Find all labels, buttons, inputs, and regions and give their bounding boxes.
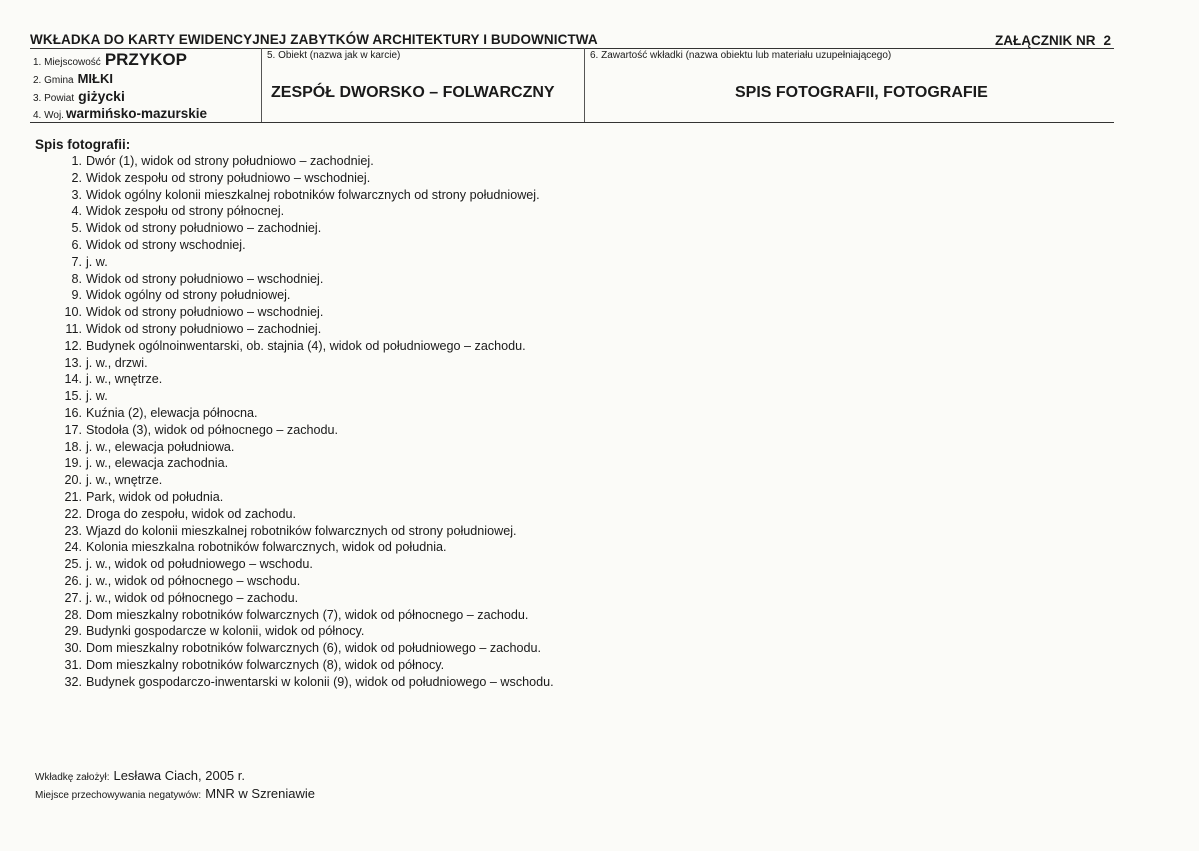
list-item (55, 287, 554, 304)
wojewodztwo-label: 4. Woj. (33, 110, 64, 121)
list-item-number: 28. (64, 607, 82, 622)
document-title: WKŁADKA DO KARTY EWIDENCYJNEJ ZABYTKÓW ARCHITEKTURY I BUDOWNICTWA (30, 32, 598, 47)
contents-label: 6. Zawartość wkładki (nazwa obiektu lub materiału uzupełniającego) (590, 50, 892, 61)
list-item (55, 523, 554, 540)
list-item-number: 32. (64, 674, 82, 689)
storage-value: MNR w Szreniawie (205, 786, 315, 801)
list-item-number: 14. (64, 372, 82, 387)
list-item-number: 23. (64, 523, 82, 538)
list-item-text: j. w., drzwi. (86, 355, 148, 370)
list-item-text: j. w., widok od południowego – wschodu. (86, 557, 313, 572)
list-item (55, 472, 554, 489)
list-item (55, 304, 554, 321)
list-item (55, 573, 554, 590)
storage-label: Miejsce przechowywania negatywów: (35, 790, 202, 801)
list-item (55, 170, 554, 187)
list-item-number: 11. (65, 321, 82, 336)
author-value: Lesława Ciach, 2005 r. (113, 768, 245, 783)
list-item-number: 18. (64, 439, 82, 454)
gmina-value: MIŁKI (77, 71, 113, 86)
list-item (55, 640, 554, 657)
list-item-number: 1. (71, 154, 82, 168)
list-item (55, 321, 554, 338)
list-item (55, 405, 554, 422)
list-item (55, 271, 554, 288)
list-item-text: j. w. (86, 389, 108, 404)
list-item (55, 153, 554, 170)
list-item-number: 22. (64, 506, 82, 521)
list-item (55, 371, 554, 388)
object-label: 5. Obiekt (nazwa jak w karcie) (267, 50, 401, 61)
powiat-label: 3. Powiat (33, 93, 75, 104)
list-item-text: Stodoła (3), widok od północnego – zachodu. (86, 422, 339, 437)
list-item-number: 31. (64, 657, 82, 672)
list-item-number: 16. (64, 405, 82, 420)
list-item (55, 220, 554, 237)
list-item (55, 355, 554, 372)
powiat-field (33, 88, 125, 106)
list-item-number: 10. (64, 305, 82, 320)
author-line (35, 768, 245, 783)
list-item (55, 338, 554, 355)
list-item-text: Widok od strony południowo – wschodniej. (86, 271, 324, 286)
column-divider (584, 48, 585, 122)
storage-line (35, 786, 315, 801)
list-item (55, 203, 554, 220)
photo-list-title: Spis fotografii: (35, 137, 131, 152)
list-item-text: Kolonia mieszkalna robotników folwarcznych, widok od południa. (86, 540, 447, 555)
list-item-text: Dom mieszkalny robotników folwarcznych (8), widok od północy. (86, 657, 445, 672)
list-item (55, 237, 554, 254)
list-item-number: 13. (64, 355, 82, 370)
list-item-text: Wjazd do kolonii mieszkalnej robotników folwarcznych od strony południowej. (86, 523, 517, 538)
list-item-number: 24. (64, 540, 82, 555)
list-item-text: Dom mieszkalny robotników folwarcznych (7), widok od północnego – zachodu. (86, 607, 529, 622)
list-item-text: j. w., wnętrze. (86, 372, 163, 387)
annex-label (995, 33, 1111, 48)
list-item (55, 623, 554, 640)
list-item (55, 489, 554, 506)
list-item-text: Widok od strony południowo – wschodniej. (86, 305, 324, 320)
list-item-text: j. w. (86, 254, 108, 269)
list-item-text: j. w., wnętrze. (86, 473, 163, 488)
list-item-text: Budynki gospodarcze w kolonii, widok od północy. (86, 624, 365, 639)
list-item-number: 26. (64, 573, 82, 588)
list-item (55, 388, 554, 405)
list-item-text: Widok zespołu od strony południowo – wschodniej. (86, 170, 371, 185)
list-item (55, 607, 554, 624)
list-item-number: 15. (64, 389, 82, 404)
list-item-text: j. w., widok od północnego – wschodu. (86, 573, 301, 588)
header-top-border (30, 48, 1114, 49)
list-item (55, 187, 554, 204)
list-item-number: 5. (71, 221, 82, 236)
list-item-number: 25. (64, 557, 82, 572)
photo-list (55, 153, 554, 691)
wojewodztwo-value: warmińsko-mazurskie (65, 106, 207, 121)
list-item-number: 6. (71, 237, 82, 252)
list-item-text: Kuźnia (2), elewacja północna. (86, 405, 258, 420)
header-table (30, 48, 1114, 123)
contents-value: SPIS FOTOGRAFII, FOTOGRAFIE (735, 84, 988, 101)
gmina-field (33, 70, 113, 88)
list-item-number: 3. (71, 187, 82, 202)
list-item-text: j. w., elewacja zachodnia. (86, 456, 229, 471)
list-item-text: Widok ogólny kolonii mieszkalnej robotników folwarcznych od strony południowej. (86, 187, 540, 202)
list-item-text: Dwór (1), widok od strony południowo – zachodniej. (86, 154, 374, 168)
list-item-text: Widok od strony wschodniej. (86, 237, 246, 252)
list-item-text: Dom mieszkalny robotników folwarcznych (6), widok od południowego – zachodu. (86, 641, 541, 656)
list-item-number: 12. (64, 338, 82, 353)
gmina-label: 2. Gmina (33, 75, 74, 86)
list-item (55, 657, 554, 674)
list-item (55, 439, 554, 456)
annex-label-text: ZAŁĄCZNIK NR (994, 33, 1096, 48)
list-item-number: 9. (71, 288, 82, 303)
list-item-number: 19. (64, 456, 82, 471)
list-item-number: 21. (64, 489, 82, 504)
list-item-text: Budynek ogólnoinwentarski, ob. stajnia (4), widok od południowego – zachodu. (86, 338, 526, 353)
list-item-number: 20. (64, 473, 82, 488)
list-item (55, 539, 554, 556)
list-item (55, 455, 554, 472)
list-item-text: Widok od strony południowo – zachodniej. (86, 321, 322, 336)
list-item-number: 27. (64, 590, 82, 605)
list-item (55, 556, 554, 573)
wojewodztwo-field (33, 105, 207, 123)
annex-number: 2 (1103, 33, 1111, 48)
object-value: ZESPÓŁ DWORSKO – FOLWARCZNY (271, 84, 555, 101)
miejscowosc-value: PRZYKOP (104, 50, 187, 69)
list-item-text: Droga do zespołu, widok od zachodu. (86, 506, 297, 521)
list-item-number: 29. (64, 624, 82, 639)
powiat-value: giżycki (78, 88, 125, 104)
list-item-text: Widok od strony południowo – zachodniej. (86, 221, 322, 236)
list-item-text: Widok zespołu od strony północnej. (86, 204, 285, 219)
list-item-number: 30. (64, 641, 82, 656)
list-item-number: 8. (71, 271, 82, 286)
list-item-text: Widok ogólny od strony południowej. (86, 288, 291, 303)
list-item (55, 674, 554, 691)
list-item-number: 4. (71, 204, 82, 219)
author-label: Wkładkę założył: (35, 772, 110, 783)
list-item-text: j. w., elewacja południowa. (86, 439, 235, 454)
list-item-text: Park, widok od południa. (86, 489, 224, 504)
miejscowosc-field (33, 50, 187, 70)
list-item (55, 590, 554, 607)
list-item (55, 422, 554, 439)
miejscowosc-label: 1. Miejscowość (33, 57, 101, 68)
column-divider (261, 48, 262, 122)
list-item-number: 7. (71, 254, 82, 269)
list-item-number: 2. (71, 170, 82, 185)
list-item-text: Budynek gospodarczo-inwentarski w kolonii (9), widok od południowego – wschodu. (86, 674, 554, 689)
list-item-number: 17. (64, 422, 82, 437)
list-item (55, 506, 554, 523)
list-item-text: j. w., widok od północnego – zachodu. (86, 590, 299, 605)
list-item (55, 254, 554, 271)
